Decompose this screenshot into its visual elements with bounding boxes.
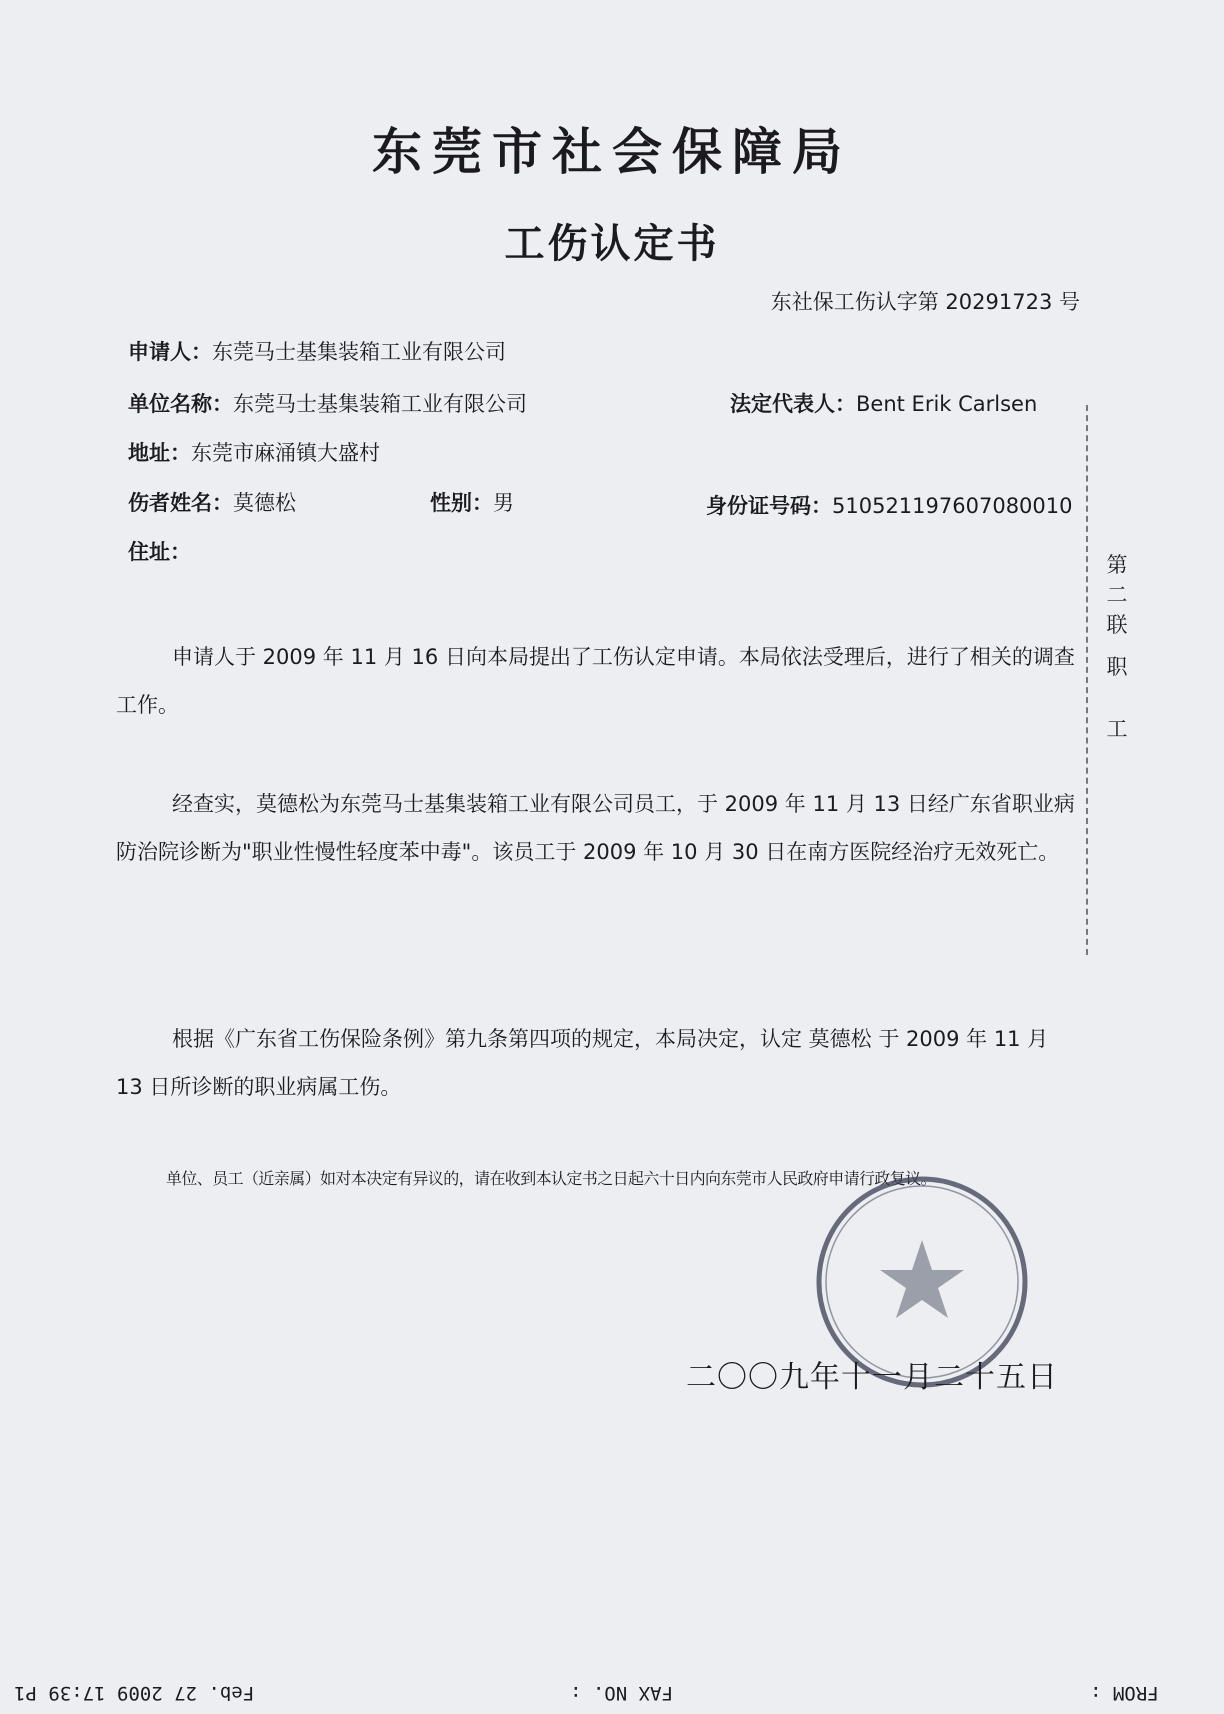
applicant-row	[128, 336, 506, 366]
applicant-value: 东莞马士基集装箱工业有限公司	[212, 340, 506, 364]
fax-time: Feb. 27 2009 17:39 P1	[14, 1682, 255, 1704]
paragraph-application-text: 申请人于 2009 年 11 月 16 日向本局提出了工伤认定申请。本局依法受理后，进行了相关的调查工作。	[116, 645, 1075, 717]
fax-from: FROM :	[1090, 1682, 1159, 1704]
applicant-label: 申请人：	[128, 340, 212, 364]
document-title: 工伤认定书	[504, 220, 720, 267]
paragraph-decision	[116, 1015, 1076, 1111]
legal-rep-row	[730, 388, 1037, 418]
fax-number: FAX NO. :	[570, 1682, 673, 1704]
unit-value: 东莞马士基集装箱工业有限公司	[233, 392, 527, 416]
gender-value: 男	[493, 491, 514, 515]
residence-row	[128, 536, 191, 566]
paragraph-application	[116, 633, 1076, 729]
gender-label: 性别：	[430, 491, 493, 515]
injured-label: 伤者姓名：	[128, 491, 233, 515]
copy-label-number: 第二联	[1106, 553, 1128, 637]
gender-row	[430, 487, 514, 517]
legal-rep-value: Bent Erik Carlsen	[856, 392, 1038, 416]
agency-name: 东莞市社会保障局	[372, 122, 852, 181]
copy-divider-line	[1086, 405, 1088, 955]
copy-label-recipient-2: 工	[1106, 717, 1128, 741]
paragraph-decision-text: 根据《广东省工伤保险条例》第九条第四项的规定，本局决定，认定 莫德松 于 2009 年 11 月 13 日所诊断的职业病属工伤。	[116, 1027, 1049, 1099]
address-label: 地址：	[128, 441, 191, 465]
unit-row	[128, 388, 527, 418]
paragraph-findings	[116, 780, 1076, 876]
issue-date: 二〇〇九年十一月二十五日	[686, 1360, 1058, 1395]
copy-label-recipient-1: 职	[1106, 655, 1128, 679]
paragraph-findings-text: 经查实，莫德松为东莞马士基集装箱工业有限公司员工，于 2009 年 11 月 13 日经广东省职业病防治院诊断为"职业性慢性轻度苯中毒"。该员工于 2009 年 10 月 30 日在南方医院经治疗无效死亡。	[116, 792, 1075, 864]
residence-label: 住址：	[128, 540, 191, 564]
address-row	[128, 437, 380, 467]
legal-rep-label: 法定代表人：	[730, 392, 856, 416]
appeal-notice: 单位、员工（近亲属）如对本决定有异议的，请在收到本认定书之日起六十日内向东莞市人民政府申请行政复议。	[166, 1169, 937, 1188]
document-number: 东社保工伤认字第 20291723 号	[770, 290, 1080, 314]
id-row	[706, 490, 1073, 520]
injured-row	[128, 487, 296, 517]
unit-label: 单位名称：	[128, 392, 233, 416]
address-value: 东莞市麻涌镇大盛村	[191, 441, 380, 465]
id-label: 身份证号码：	[706, 494, 832, 518]
injured-value: 莫德松	[233, 491, 296, 515]
id-value: 510521197607080010	[832, 494, 1073, 518]
